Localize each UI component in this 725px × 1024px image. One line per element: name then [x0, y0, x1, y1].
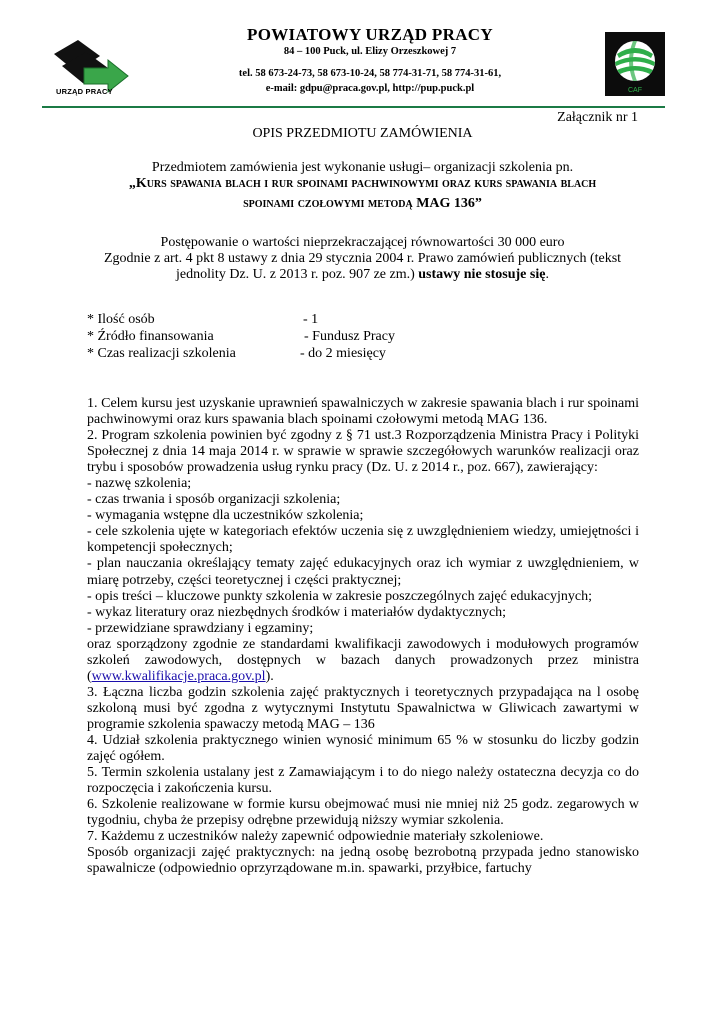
- header-rule: [42, 106, 665, 108]
- paragraph-3: 3. Łączna liczba godzin szkolenia zajęć praktycznych i teoretycznych przypadająca na l osobę szkoloną musi być zgodna z wytycznymi Instytutu Spawalnictwa w Gliwicach zawartymi w programie szkolenia spawaczy metodą MAG – 136: [87, 684, 639, 732]
- list-item: - wymagania wstępne dla uczestników szkolenia;: [87, 508, 364, 524]
- office-title: POWIATOWY URZĄD PRACY: [247, 25, 493, 44]
- logo-caption: URZĄD PRACY: [56, 87, 113, 96]
- procedure-not-applicable: ustawy nie stosuje się: [418, 267, 546, 282]
- param-value-duration: - do 2 miesięcy: [300, 346, 386, 361]
- param-label-duration: * Czas realizacji szkolenia: [87, 346, 236, 361]
- course-name-line2-a: spoinami czołowymi metodą: [243, 196, 413, 211]
- list-item: - wykaz literatury oraz niezbędnych środków i materiałów dydaktycznych;: [87, 604, 507, 620]
- procedure-value: Postępowanie o wartości nieprzekraczającej równowartości 30 000 euro: [160, 235, 565, 250]
- office-phones: tel. 58 673-24-73, 58 673-10-24, 58 774-31-71, 58 774-31-61,: [238, 68, 502, 79]
- procedure-line3-end: .: [545, 267, 549, 282]
- paragraph-practical: Sposób organizacji zajęć praktycznych: na jedną osobę bezrobotną przypada jedno stanowisko spawalnicze (odpowiednio oprzyrządowane m.in. spawarki, przyłbice, fartuchy: [87, 845, 639, 877]
- procedure-legal-basis: Zgodnie z art. 4 pkt 8 ustawy z dnia 29 stycznia 2004 r. Prawo zamówień publicznych (tekst: [103, 251, 622, 266]
- document-body: [87, 396, 639, 877]
- param-label-funding: * Źródło finansowania: [87, 329, 214, 344]
- procedure-line3-text: jednolity Dz. U. z 2013 r. poz. 907 ze zm.): [176, 267, 419, 282]
- paragraph-4: 4. Udział szkolenia praktycznego winien wynosić minimum 65 % w stosunku do liczby godzin zajęć ogółem.: [87, 732, 639, 765]
- course-name-line1: „Kurs spawania blach i rur spoinami pachwinowymi oraz kurs spawania blach: [128, 176, 597, 191]
- param-value-persons: - 1: [303, 312, 319, 327]
- paragraph-2: 2. Program szkolenia powinien być zgodny z § 71 ust.3 Rozporządzenia Ministra Pracy i Polityki Społecznej z dnia 14 maja 2014 r. w sprawie w sprawie szczegółowych warunków realizacji oraz trybu i sposobów prowadzenia usług rynku pracy (Dz. U. z 2014 r., poz. 667), zawierający:: [87, 428, 639, 476]
- paragraph-5: 5. Termin szkolenia ustalany jest z Zamawiającym i to do niego należy ostateczna decyzja co do rozpoczęcia i zakończenia kursu.: [87, 765, 639, 797]
- list-item: - plan nauczania określający tematy zajęć edukacyjnych oraz ich wymiar z uwzględnieniem, w miarę potrzeby, części teoretycznej i części praktycznej;: [87, 556, 639, 588]
- paragraph-standards: [87, 637, 639, 685]
- document-title: OPIS PRZEDMIOTU ZAMÓWIENIA: [252, 126, 473, 141]
- caf-globe-logo-icon: [605, 32, 665, 96]
- course-name-line2-b: MAG 136”: [412, 196, 482, 211]
- list-item: - przewidziane sprawdziany i egzaminy;: [87, 620, 314, 636]
- paragraph-7: 7. Każdemu z uczestników należy zapewnić odpowiednie materiały szkoleniowe.: [87, 829, 544, 845]
- param-label-persons: * Ilość osób: [87, 312, 155, 327]
- list-item: - nazwę szkolenia;: [87, 476, 192, 492]
- course-name-line2: [80, 196, 645, 212]
- caf-caption: CAF: [628, 87, 642, 94]
- paragraph-6: 6. Szkolenie realizowane w formie kursu obejmować musi nie mniej niż 25 godz. zegarowych w tygodniu, chyba że przepisy odrębne przewidują niższy wymiar szkolenia.: [87, 797, 639, 829]
- standards-end: ).: [265, 668, 274, 684]
- param-value-funding: - Fundusz Pracy: [304, 329, 395, 344]
- office-email-web: e-mail: gdpu@praca.gov.pl, http://pup.puck.pl: [265, 83, 475, 94]
- attachment-number: Załącznik nr 1: [557, 110, 638, 125]
- list-item: - opis treści – kluczowe punkty szkolenia w zakresie poszczególnych zajęć edukacyjnych;: [87, 588, 592, 604]
- paragraph-1: 1. Celem kursu jest uzyskanie uprawnień spawalniczych w zakresie spawania blach i rur spoinami pachwinowymi oraz kurs spawania blach spoinami czołowymi metodą MAG 136.: [87, 396, 639, 428]
- procedure-legal-basis-cont: [80, 267, 645, 283]
- office-address: 84 – 100 Puck, ul. Elizy Orzeszkowej 7: [283, 46, 457, 57]
- kwalifikacje-link[interactable]: www.kwalifikacje.praca.gov.pl: [91, 668, 266, 684]
- standards-text: oraz sporządzony zgodnie ze standardami kwalifikacji zawodowych i modułowych programów szkoleń zawodowych, dostępnych w bazach danych prowadzonych przez ministra (: [87, 636, 639, 684]
- subject-intro: Przedmiotem zamówienia jest wykonanie usługi– organizacji szkolenia pn.: [151, 160, 574, 175]
- list-item: - czas trwania i sposób organizacji szkolenia;: [87, 492, 341, 508]
- list-item: - cele szkolenia ujęte w kategoriach efektów uczenia się z uwzględnieniem wiedzy, umiejętności i kompetencji społecznych;: [87, 524, 639, 556]
